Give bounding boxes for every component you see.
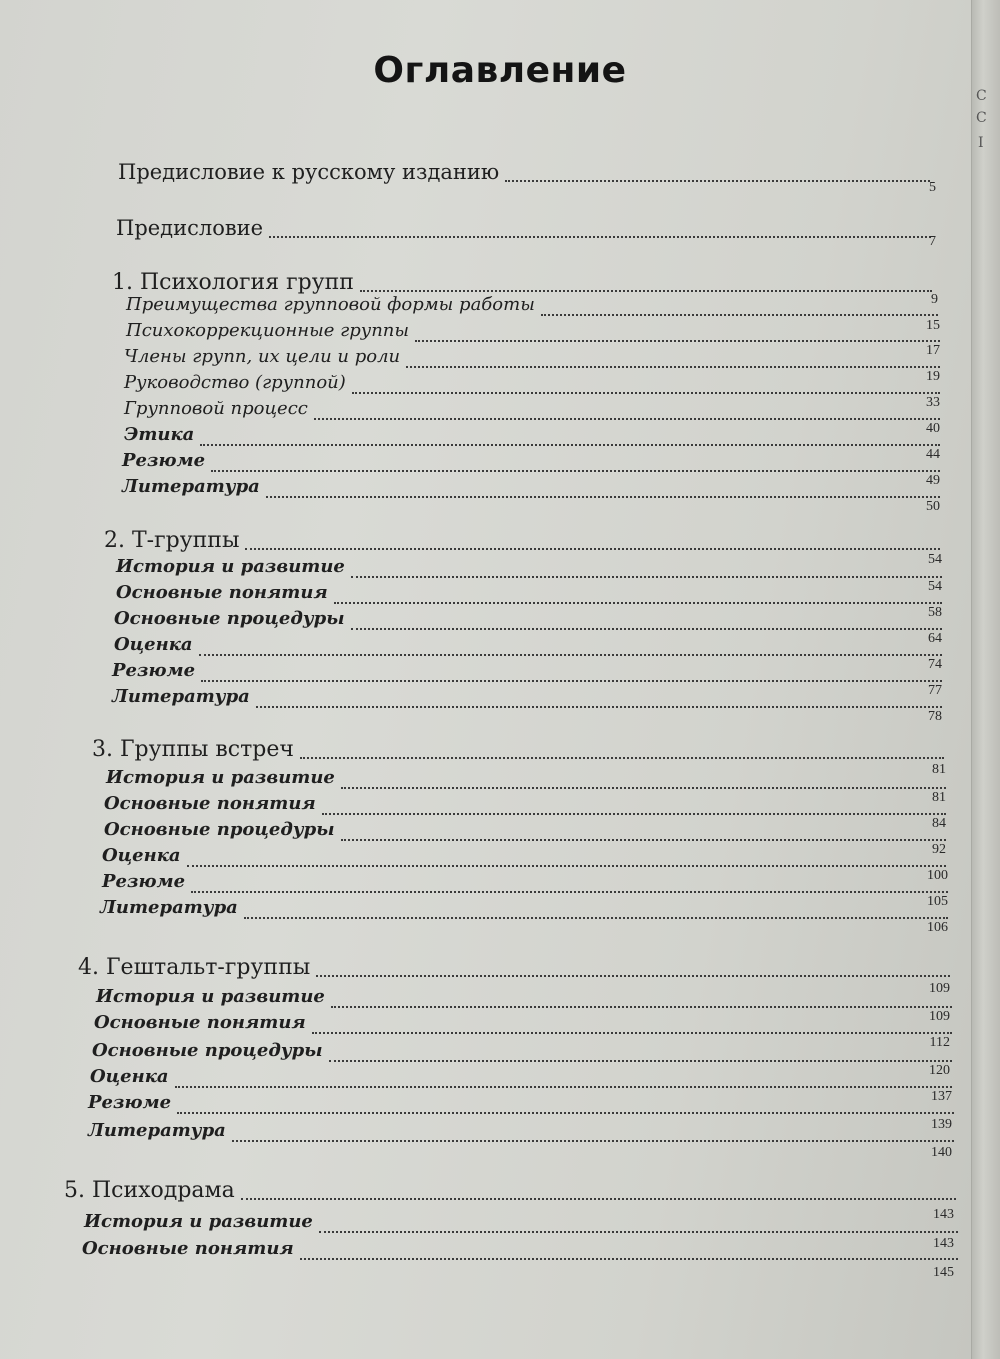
dot-leader [300,757,944,759]
toc-entry-label: Основные понятия [116,582,328,603]
toc-subentry [122,476,940,502]
toc-subentry [124,346,940,372]
toc-subentry [116,556,942,582]
toc-subentry [100,897,948,923]
toc-page-number: 81 [932,790,946,805]
toc-subentry [104,793,946,819]
toc-page-number: 15 [926,318,940,333]
toc-subentry [124,424,940,450]
toc-chapter-2 [104,528,940,554]
toc-chapter-5 [64,1178,956,1204]
toc-entry-label: Основные понятия [82,1238,294,1259]
toc-page-number: 74 [928,657,942,672]
dot-leader [351,628,942,630]
toc-page-number: 100 [927,868,948,883]
dot-leader [316,975,950,977]
toc-page-number: 140 [931,1145,952,1160]
toc-subentry [106,767,946,793]
toc-page-number: 78 [928,709,942,724]
toc-entry-label: Преимущества групповой формы работы [126,294,535,315]
dot-leader [211,470,940,472]
chapter-title: 1. Психология групп [112,270,354,295]
toc-entry-label: Групповой процесс [124,398,308,419]
toc-page-number: 49 [926,473,940,488]
dot-leader [341,839,946,841]
chapter-title: 4. Гештальт-группы [78,955,311,980]
dot-leader [245,548,940,550]
dot-leader [314,418,940,420]
toc-page-number: 81 [932,762,946,777]
dot-leader [351,576,942,578]
toc-subentry [104,819,946,845]
dot-leader [334,602,942,604]
toc-entry-label: История и развитие [96,986,325,1007]
toc-entry-label: Основные процедуры [92,1040,323,1061]
toc-entry-label: Основные понятия [94,1012,306,1033]
toc-page-number: 64 [928,631,942,646]
toc-entry-label: Психокоррекционные группы [126,320,410,341]
toc-page-number: 17 [926,343,940,358]
toc-entry-label: Основные процедуры [104,819,335,840]
toc-subentry [102,871,948,897]
toc-subentry [84,1211,958,1237]
toc-entry-label: Литература [100,897,238,918]
toc-subentry [88,1092,954,1118]
toc-entry-label: Литература [122,476,260,497]
dot-leader [232,1140,954,1142]
dot-leader [269,236,931,238]
toc-entry-front [116,216,931,242]
toc-entry-label: Оценка [114,634,193,655]
dot-leader [312,1032,952,1034]
toc-entry-label: Литература [88,1120,226,1141]
toc-entry-label: Оценка [102,845,181,866]
toc-subentry [90,1066,952,1092]
edge-glyph: I [978,135,984,151]
toc-page-number: 19 [926,369,940,384]
dot-leader [266,496,940,498]
toc-page-number: 50 [926,499,940,514]
toc-page-number: 109 [929,981,950,996]
toc-entry-label: История и развитие [106,767,335,788]
toc-page-number: 54 [928,579,942,594]
toc-chapter-3 [92,737,944,763]
toc-page-number: 106 [927,920,948,935]
chapter-title: 3. Группы встреч [92,737,294,762]
toc-entry-label: Основные процедуры [114,608,345,629]
dot-leader [256,706,942,708]
toc-entry-label: Резюме [102,871,186,892]
toc-entry-label: Резюме [122,450,206,471]
page-title: Оглавление [373,50,627,91]
toc-entry-label: Руководство (группой) [124,372,346,393]
toc-page-number: 44 [926,447,940,462]
toc-page-number: 40 [926,421,940,436]
dot-leader [175,1086,952,1088]
toc-page-number: 143 [933,1207,954,1222]
toc-chapter-1 [112,270,932,296]
toc-entry-label: История и развитие [116,556,345,577]
dot-leader [191,891,948,893]
toc-entry-label: Предисловие к русскому изданию [118,160,500,184]
toc-page-number: 109 [929,1009,950,1024]
toc-page-number: 33 [926,395,940,410]
dot-leader [341,787,946,789]
toc-subentry [88,1120,954,1146]
toc-chapter-4 [78,955,950,981]
edge-glyph: С [976,88,987,104]
dot-leader [322,813,946,815]
toc-subentry [126,294,938,320]
toc-page-number: 5 [929,180,936,195]
toc-page-number: 145 [933,1265,954,1280]
toc-page-number: 137 [931,1089,952,1104]
toc-subentry [82,1238,958,1264]
toc-entry-label: История и развитие [84,1211,313,1232]
toc-subentry [94,1012,952,1038]
toc-page-number: 84 [932,816,946,831]
toc-entry-label: Оценка [90,1066,169,1087]
toc-page-number: 92 [932,842,946,857]
toc-entry-label: Резюме [112,660,196,681]
dot-leader [541,314,938,316]
chapter-title: 5. Психодрама [64,1178,235,1203]
dot-leader [200,444,940,446]
toc-subentry [112,686,942,712]
dot-leader [331,1006,952,1008]
toc-entry-label: Этика [124,424,195,445]
toc-page-number: 54 [928,552,942,567]
toc-subentry [124,372,940,398]
dot-leader [244,917,948,919]
toc-entry-label: Литература [112,686,250,707]
dot-leader [201,680,942,682]
toc-subentry [96,986,952,1012]
toc-page-number: 143 [933,1236,954,1251]
toc-subentry [92,1040,952,1066]
toc-subentry [126,320,940,346]
toc-page-number: 112 [929,1035,950,1050]
toc-subentry [112,660,942,686]
dot-leader [187,865,946,867]
dot-leader [199,654,942,656]
toc-subentry [114,608,942,634]
dot-leader [505,180,930,182]
dot-leader [177,1112,954,1114]
dot-leader [406,366,940,368]
dot-leader [300,1258,958,1260]
dot-leader [360,290,932,292]
toc-page-number: 7 [929,234,936,249]
toc-page-number: 77 [928,683,942,698]
toc-entry-label: Основные понятия [104,793,316,814]
toc-subentry [114,634,942,660]
toc-page-number: 9 [931,292,938,307]
toc-page-number: 120 [929,1063,950,1078]
dot-leader [415,340,940,342]
next-page-edge [971,0,1000,1359]
toc-page-number: 105 [927,894,948,909]
edge-glyph: С [976,110,987,126]
toc-subentry [122,450,940,476]
dot-leader [352,392,940,394]
toc-entry-label: Члены групп, их цели и роли [124,346,401,367]
dot-leader [329,1060,952,1062]
dot-leader [319,1231,958,1233]
dot-leader [241,1198,956,1200]
toc-subentry [102,845,946,871]
toc-subentry [124,398,940,424]
toc-page-number: 139 [931,1117,952,1132]
chapter-title: 2. Т-группы [104,528,240,553]
toc-subentry [116,582,942,608]
toc-page-number: 58 [928,605,942,620]
toc-entry-label: Резюме [88,1092,172,1113]
toc-entry-label: Предисловие [116,216,264,240]
toc-entry-front [118,160,930,186]
